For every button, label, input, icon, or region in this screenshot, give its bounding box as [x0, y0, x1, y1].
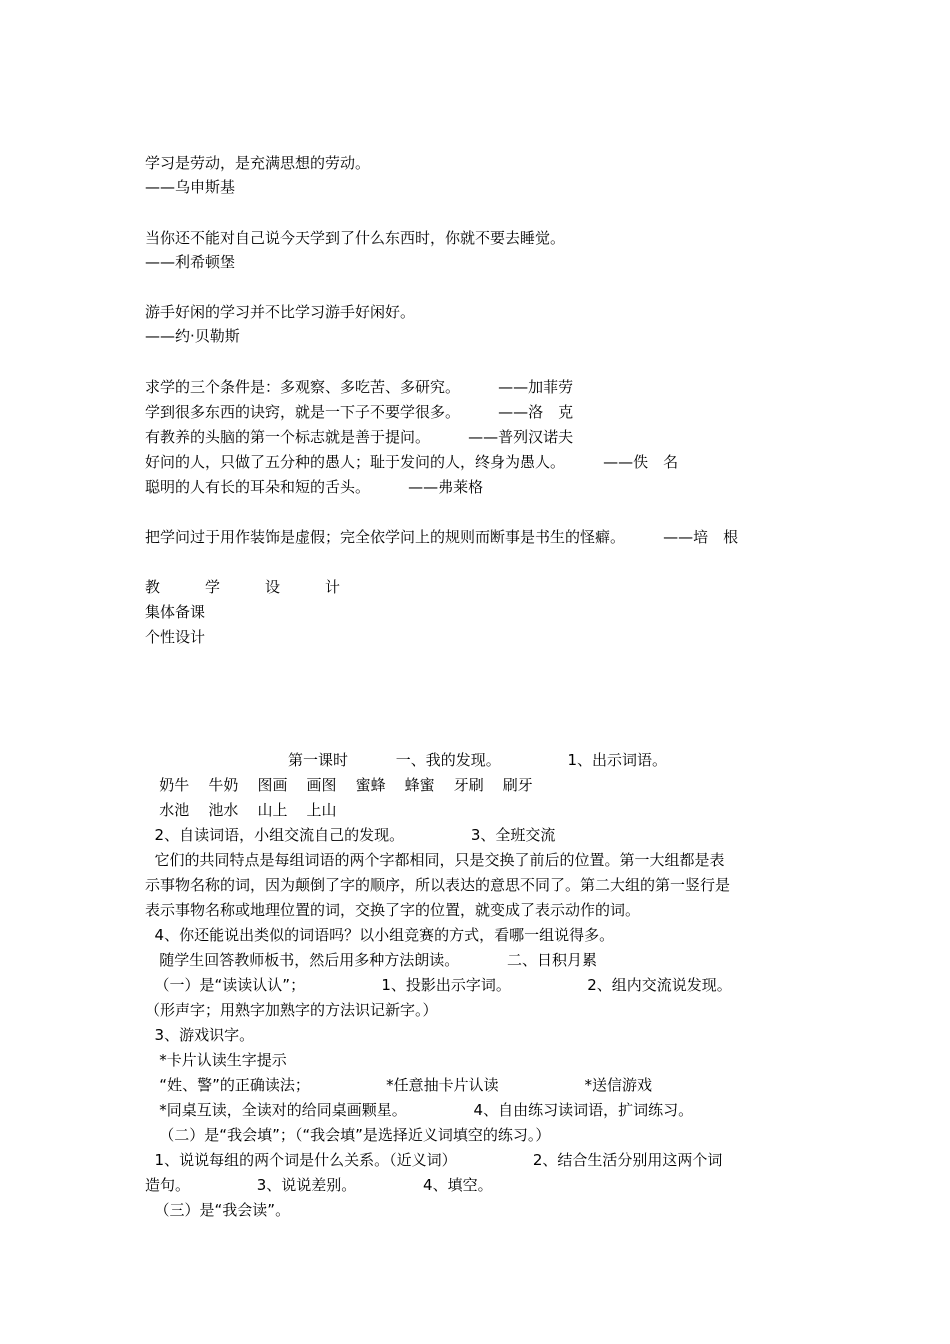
lesson-line-10: （一）是“读读认认”； 1、投影出示字词。 2、组内交流说发现。 — [145, 976, 732, 994]
lesson-line-16: （二）是“我会填”；（“我会填”是选择近义词填空的练习。） — [145, 1126, 551, 1144]
lesson-line-1: 第一课时 一、我的发现。 1、出示词语。 — [145, 751, 668, 769]
lesson-line-2: 奶牛 牛奶 图画 画图 蜜蜂 蜂蜜 牙刷 刷牙 — [145, 776, 533, 794]
design-heading: 教 学 设 计 — [145, 578, 341, 596]
quote-2-text: 当你还不能对自己说今天学到了什么东西时，你就不要去睡觉。 — [145, 229, 566, 247]
lesson-line-12: 3、游戏识字。 — [145, 1026, 255, 1044]
lesson-line-15: *同桌互读，全读对的给同桌画颗星。 4、自由练习读词语，扩词练习。 — [145, 1101, 694, 1119]
design-personal: 个性设计 — [145, 628, 206, 646]
saying-5: 聪明的人有长的耳朵和短的舌头。 ——弗莱格 — [145, 478, 484, 496]
lesson-line-6: 示事物名称的词，因为颠倒了字的顺序，所以表达的意思不同了。第二大组的第一竖行是 — [145, 876, 731, 894]
saying-3: 有教养的头脑的第一个标志就是善于提问。 ——普列汉诺夫 — [145, 428, 574, 446]
lesson-line-7: 表示事物名称或地理位置的词，交换了字的位置，就变成了表示动作的词。 — [145, 901, 641, 919]
quote-1-text: 学习是劳动，是充满思想的劳动。 — [145, 154, 371, 172]
design-collective: 集体备课 — [145, 603, 206, 621]
lesson-line-17: 1、说说每组的两个词是什么关系。（近义词） 2、结合生活分别用这两个词 — [145, 1151, 723, 1169]
lesson-line-9: 随学生回答教师板书，然后用多种方法朗读。 二、日积月累 — [145, 951, 597, 969]
bacon-quote: 把学问过于用作装饰是虚假；完全依学问上的规则而断事是书生的怪癖。 ——培 根 — [145, 528, 739, 546]
lesson-line-4: 2、自读词语，小组交流自己的发现。 3、全班交流 — [145, 826, 556, 844]
lesson-line-3: 水池 池水 山上 上山 — [145, 801, 337, 819]
saying-2: 学到很多东西的诀窍，就是一下子不要学很多。 ——洛 克 — [145, 403, 574, 421]
lesson-line-5: 它们的共同特点是每组词语的两个字都相同，只是交换了前后的位置。第一大组都是表 — [145, 851, 725, 869]
lesson-line-11: （形声字；用熟字加熟字的方法识记新字。） — [145, 1001, 438, 1019]
lesson-line-18: 造句。 3、说说差别。 4、填空。 — [145, 1176, 493, 1194]
lesson-line-13: *卡片认读生字提示 — [145, 1051, 287, 1069]
lesson-line-19: （三）是“我会读”。 — [145, 1201, 291, 1219]
quote-2-author: ——利希顿堡 — [145, 253, 236, 271]
saying-4: 好问的人，只做了五分种的愚人；耻于发问的人，终身为愚人。 ——佚 名 — [145, 453, 679, 471]
quote-3-author: ——约·贝勒斯 — [145, 327, 240, 345]
lesson-line-14: “姓、警”的正确读法； *任意抽卡片认读 *送信游戏 — [145, 1076, 652, 1094]
saying-1: 求学的三个条件是：多观察、多吃苦、多研究。 ——加菲劳 — [145, 378, 574, 396]
lesson-line-8: 4、你还能说出类似的词语吗？以小组竞赛的方式，看哪一组说得多。 — [145, 926, 615, 944]
quote-1-author: ——乌申斯基 — [145, 178, 236, 196]
quote-3-text: 游手好闲的学习并不比学习游手好闲好。 — [145, 303, 416, 321]
